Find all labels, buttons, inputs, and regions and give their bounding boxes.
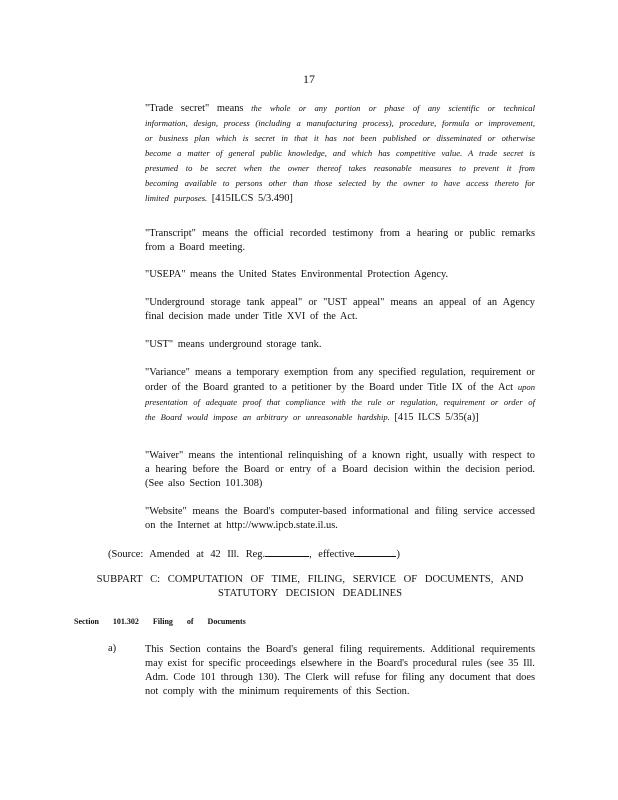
definition-trade-secret	[145, 101, 535, 206]
item-text: This Section contains the Board's general filing requirements. Additional requirements may exist for specific proceedings elsewhere in the Board's procedural rules (see 35 Ill. Adm. Code 101 through 130). The Clerk will refuse for filing any document that does not comply with the minimum requirements of this Section.	[145, 644, 535, 697]
source-suffix: )	[396, 549, 400, 560]
definition-variance	[145, 366, 535, 425]
definition-ust	[145, 338, 535, 352]
definition-text: "USEPA" means the United States Environmental Protection Agency.	[145, 269, 449, 280]
definition-statutory-text: the whole or any portion or phase of any scientific or technical information, design, process (including a manufacturing process), procedure, formula or improvement, or business plan which is secret in that it has not been published or disseminated or otherwise become a matter of general public knowledge, and which has competitive value. A trade secret is presumed to be secret when the owner thereof takes reasonable measures to prevent it from becoming available to persons other than those selected by the owner to have access thereto for limited purposes.	[145, 103, 535, 203]
definition-transcript	[145, 227, 535, 255]
definition-text: "Waiver" means the intentional relinquishing of a known right, usually with respect to a hearing before the Board or entry of a Board decision within the decision period. (See also Section 101.308)	[145, 450, 535, 489]
definition-waiver	[145, 449, 535, 491]
definition-citation: [415 ILCS 5/35(a)]	[389, 412, 479, 423]
source-note	[108, 546, 400, 560]
definition-ust-appeal	[145, 296, 535, 324]
source-middle: , effective	[309, 549, 355, 560]
definition-website	[145, 505, 535, 533]
definition-text: "UST" means underground storage tank.	[145, 339, 322, 350]
source-prefix: (Source: Amended at 42 Ill. Reg.	[108, 549, 266, 560]
page-number: 17	[303, 72, 315, 86]
definition-text: "Underground storage tank appeal" or "UST appeal" means an appeal of an Agency final decision made under Title XVI of the Act.	[145, 297, 535, 322]
definition-statutory-text: upon presentation of adequate proof that compliance with the rule or regulation, requirement or order of the Board would impose an arbitrary or unreasonable hardship.	[145, 382, 535, 422]
definition-text: "Transcript" means the official recorded testimony from a hearing or public remarks from a Board meeting.	[145, 228, 535, 253]
definition-usepa	[145, 268, 535, 282]
source-blank-reg	[265, 546, 309, 557]
definition-text: "Website" means the Board's computer-based informational and filing service accessed on the Internet at http://www.ipcb.state.il.us.	[145, 506, 535, 531]
definition-term: "Trade secret" means	[145, 103, 252, 114]
subpart-heading: SUBPART C: COMPUTATION OF TIME, FILING, SERVICE OF DOCUMENTS, AND STATUTORY DECISION DEADLINES	[96, 574, 524, 599]
definition-term: "Variance" means a temporary exemption from any specified regulation, requirement or order of the Board granted to a petitioner by the Board under Title IX of the Act	[145, 367, 535, 393]
definition-citation: [415ILCS 5/3.490]	[207, 193, 293, 204]
source-blank-date	[354, 546, 396, 557]
section-heading: Section 101.302 Filing of Documents	[74, 617, 246, 626]
item-label: a)	[108, 643, 117, 654]
